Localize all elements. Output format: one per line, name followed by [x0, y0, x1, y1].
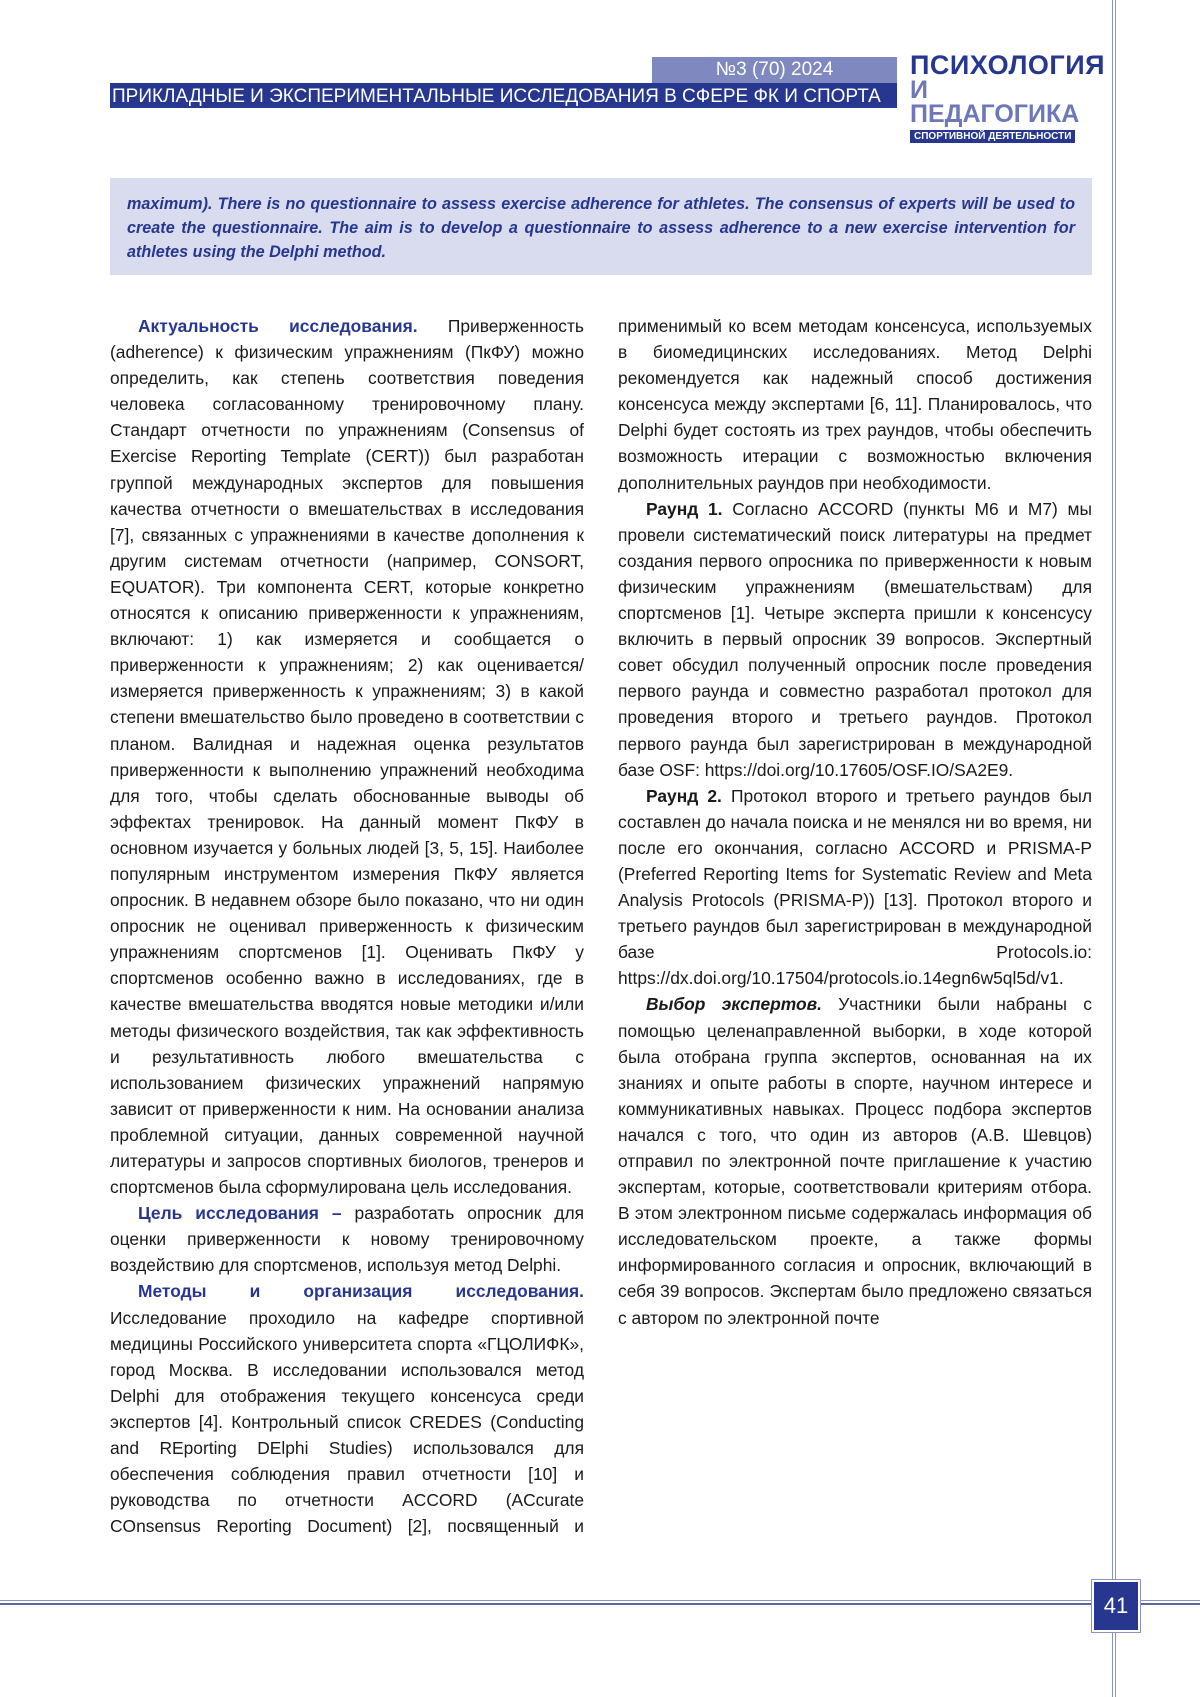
paragraph-lead: Раунд 1.	[646, 499, 723, 519]
paragraph-text: Участники были набраны с помощью целенаправленной выборки, в ходе которой была отобрана группа экспертов, основанная на их знаниях и опыте работы в спорте, научном интересе и коммуникативных навыках. Процесс подбора экспертов начался с того, что один из авторов (А.В. Шевцов) отправил по электронной почте приглашение к участию экспертам, которые, соответствовали критериям отбора. В этом электронном письме содержалась информация об исследовательском проекте, а также формы информированного согласия и опросник, включающий в себя 39 вопросов. Экспертам было предложено связаться с автором по электронной почте	[618, 994, 1092, 1327]
paragraph-lead: Методы и организация исследования.	[138, 1281, 584, 1301]
paragraph-text: Согласно ACCORD (пункты M6 и M7) мы провели систематический поиск литературы на предмет создания первого опросника по приверженности к новым физическим упражнениям (вмешательствам) для спортсменов [1]. Четыре эксперта пришли к консенсусу включить в первый опросник 39 вопросов. Экспертный совет обсудил полученный опросник после проведения первого раунда и совместно разработал протокол для проведения второго и третьего раундов. Протокол первого раунда был зарегистрирован в международной базе OSF: https://doi.org/10.17605/OSF.IO/SA2E9.	[618, 499, 1092, 780]
paragraph-text: Приверженность (adherence) к физическим упражнениям (ПкФУ) можно определить, как степень соответствия поведения человека согласованному тренировочному плану. Стандарт отчетности по упражнениям (Consensus of Exercise Reporting Template (CERT)) был разработан группой международных экспертов для повышения качества отчетности о вмешательствах в исследования [7], связанных с упражнениями в качестве дополнения к другим системам отчетности (например, CONSORT, EQUATOR). Три компонента CERT, которые конкретно относятся к описанию приверженности к упражнениям, включают: 1) как измеряется и сообщается о приверженности к упражнениям; 2) как оценивается/измеряется приверженность к упражнениям; 3) в какой степени вмешательство было проведено в соответствии с планом. Валидная и надежная оценка результатов приверженности к выполнению упражнений необходима для того, чтобы сделать обоснованные выводы об эффектах тренировок. На данный момент ПкФУ в основном изучается у больных людей [3, 5, 15]. Наиболее популярным инструментом измерения ПкФУ является опросник. В недавнем обзоре было показано, что ни один опросник не оценивал приверженность к физическим упражнениям спортсменов [1]. Оценивать ПкФУ у спортсменов особенно важно в исследованиях, где в качестве вмешательства вводятся новые методики и/или методы физического воздействия, так как эффективность и результативность любого вмешательства с использованием физических упражнений напрямую зависит от приверженности к ним. На основании анализа проблемной ситуации, данных современной научной литературы и запросов спортивных биологов, тренеров и спортсменов была сформулирована цель исследования.	[110, 316, 584, 1197]
paragraph-lead: Раунд 2.	[646, 786, 722, 806]
abstract-box: maximum). There is no questionnaire to assess exercise adherence for athletes. The consensus of experts will be used to create the questionnaire. The aim is to develop a questionnaire to assess adherence to a new exercise intervention for athletes using the Delphi method.	[110, 178, 1092, 275]
paragraph-text: разработать опросник для оценки приверженности к новому тренировочному воздействию для спортсменов, используя метод Delphi.	[110, 1203, 584, 1275]
paragraph-text: Исследование проходило на кафедре спортивной медицины Российского университета спорта «ГЦОЛИФК», город Москва. В исследовании использовался метод Delphi для отображения текущего консенсуса среди экспертов [4]. Контрольный список CREDES (Conducting and REporting DElphi Studies) использовался для обеспечения соблюдения правил отчетности [10] и руководства по отчетности ACCORD (ACcurate COnsensus Reporting Document) [2], посвященный и применимый ко всем методам консенсуса, используемых в биомедицинских исследованиях. Метод Delphi рекомендуется как надежный способ достижения консенсуса между экспертами [6, 11]. Планировалось, что Delphi будет состоять из трех раундов, чтобы обеспечить возможность итерации с возможностью включения дополнительных раундов при необходимости.	[110, 316, 1092, 1536]
paragraph-relevance	[110, 313, 584, 1200]
paragraph-round-1	[618, 496, 1092, 783]
paragraph-lead: Выбор экспертов.	[646, 994, 822, 1014]
paragraph-lead: Актуальность исследования.	[138, 316, 418, 336]
logo-line-1: ПСИХОЛОГИЯ	[910, 52, 1092, 78]
logo-line-2: И ПЕДАГОГИКА	[910, 78, 1092, 126]
issue-number: №3 (70) 2024	[652, 57, 897, 83]
section-title: ПРИКЛАДНЫЕ И ЭКСПЕРИМЕНТАЛЬНЫЕ ИССЛЕДОВАНИЯ В СФЕРЕ ФК И СПОРТА	[110, 83, 897, 111]
logo-line-3: СПОРТИВНОЙ ДЕЯТЕЛЬНОСТИ	[910, 130, 1075, 143]
article-body	[110, 313, 1092, 1553]
paragraph-lead: Цель исследования –	[138, 1203, 342, 1223]
paragraph-round-2	[618, 783, 1092, 992]
paragraph-text: Протокол второго и третьего раундов был составлен до начала поиска и не менялся ни во время, ни после его окончания, согласно ACCORD и PRISMA-P (Preferred Reporting Items for Systematic Review and Meta Analysis Protocols (PRISMA-P)) [13]. Протокол второго и третьего раундов был зарегистрирован в международной базе Protocols.io: https://dx.doi.org/10.17504/protocols.io.14egn6w5ql5d/v1.	[618, 786, 1092, 989]
page-number: 41	[1092, 1580, 1140, 1632]
journal-logo	[910, 52, 1092, 144]
paragraph-aim	[110, 1200, 584, 1278]
page-border-horizontal	[0, 1600, 1200, 1605]
paragraph-expert-selection	[618, 991, 1092, 1330]
page-border-vertical	[1112, 0, 1116, 1697]
